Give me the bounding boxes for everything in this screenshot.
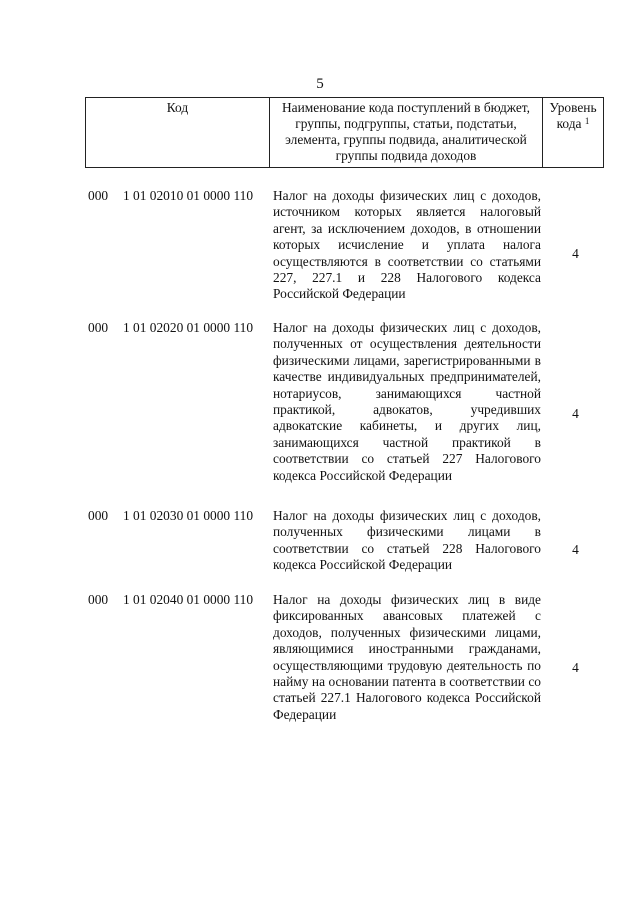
row-income-name: Налог на доходы физических лиц в виде фиксированных авансовых платежей с доходов, полученных физическими лицами, являющимися иностранными гражданами, осуществляющими трудовую деятельность по найму на основании патента в соответствии со статьей 227.1 Налогового кодекса Российской Федерации xyxy=(273,592,541,722)
table-row xyxy=(85,320,610,508)
row-level xyxy=(541,592,610,744)
page-number: 5 xyxy=(316,76,324,92)
row-level-value: 4 xyxy=(572,405,579,421)
row-level xyxy=(541,320,610,508)
row-admin-code: 000 xyxy=(88,508,109,523)
row-income-code: 1 01 02010 01 0000 110 xyxy=(123,188,254,203)
row-admin-code: 000 xyxy=(88,320,109,335)
table-header xyxy=(85,97,604,168)
header-name: Наименование кода поступлений в бюджет, группы, подгруппы, статьи, подстатьи, элемента, группы подвида, аналитической группы подвида доходов xyxy=(270,98,543,167)
row-income-name: Налог на доходы физических лиц с доходов, полученных физическими лицами в соответствии со статьей 228 Налогового кодекса Российской Федерации xyxy=(273,508,541,573)
row-level-value: 4 xyxy=(572,541,579,557)
row-admin-code: 000 xyxy=(88,592,109,607)
row-income-name: Налог на доходы физических лиц с доходов, источником которых является налоговый агент, за исключением доходов, в отношении которых исчисление и уплата налога осуществляются в соответствии со статьями 227, 227.1 и 228 Налогового кодекса Российской Федерации xyxy=(273,188,541,302)
table-row xyxy=(85,592,610,744)
row-income-code: 1 01 02020 01 0000 110 xyxy=(123,320,254,335)
row-income-code: 1 01 02030 01 0000 110 xyxy=(123,508,254,523)
table-row xyxy=(85,188,610,320)
row-level-value: 4 xyxy=(572,245,579,261)
header-level-label: Уровень кода xyxy=(549,100,597,131)
row-level xyxy=(541,508,610,592)
table-body xyxy=(85,188,610,744)
header-level xyxy=(543,98,603,167)
table-row xyxy=(85,508,610,592)
header-code: Код xyxy=(86,98,270,167)
row-income-name: Налог на доходы физических лиц с доходов, полученных от осуществления деятельности физическими лицами, зарегистрированными в качестве индивидуальных предпринимателей, нотариусов, занимающихся частной практикой, адвокатов, учредивших адвокатские кабинеты, и других лиц, занимающихся частной практикой в соответствии со статьей 227 Налогового кодекса Российской Федерации xyxy=(273,320,541,483)
row-level-value: 4 xyxy=(572,659,579,675)
row-level xyxy=(541,188,610,320)
header-level-footnote: 1 xyxy=(584,116,590,126)
row-admin-code: 000 xyxy=(88,188,109,203)
row-income-code: 1 01 02040 01 0000 110 xyxy=(123,592,254,607)
